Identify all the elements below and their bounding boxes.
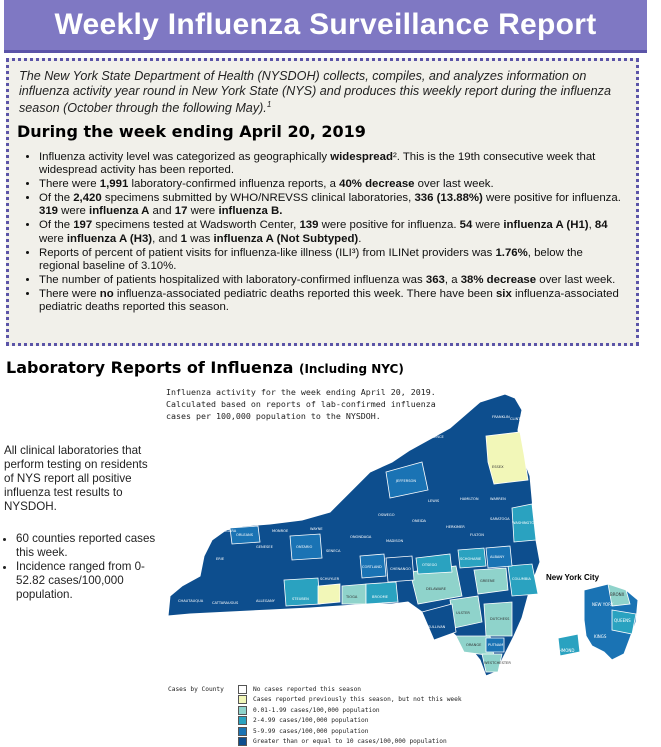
county-label: CHENANGO [390, 567, 411, 571]
legend-item [238, 695, 468, 706]
county-label: QUEENS [614, 618, 631, 623]
legend-item [238, 716, 468, 727]
county-label: ORANGE [466, 643, 482, 647]
bullet-text: There were [39, 288, 100, 300]
bullet-emphasis: 336 (13.88%) [414, 192, 482, 204]
county-label: ONEIDA [412, 519, 427, 523]
legend-label: 0.01-1.99 cases/100,000 population [253, 707, 380, 714]
bullet-text: influenza-associated pediatric deaths reported this season. [39, 288, 619, 313]
county-label: BROOME [372, 595, 389, 599]
bullet-emphasis: 54 [460, 219, 473, 231]
county-label: JEFFERSON [395, 479, 416, 483]
county-label: WASHINGTON [512, 521, 537, 525]
bullet-emphasis: 1.76% [495, 247, 527, 259]
county-map [160, 390, 650, 690]
county-steuben [284, 578, 320, 606]
legend-item [238, 726, 468, 737]
bullet-text: There were [39, 178, 100, 190]
county-label: ONTARIO [296, 545, 312, 549]
bullet-text: were positive for influenza. [318, 219, 459, 231]
county-label: HERKIMER [446, 525, 465, 529]
summary-panel [6, 58, 639, 346]
bullet-text: over last week. [536, 274, 615, 286]
bullet-text: specimens submitted by WHO/NREVSS clinical laboratories, [102, 192, 415, 204]
county-label: ERIE [216, 557, 225, 561]
lab-section-title [6, 358, 404, 377]
county-label: GREENE [480, 579, 496, 583]
county-label: CORTLAND [362, 565, 382, 569]
bullet-emphasis: 40% decrease [339, 178, 414, 190]
legend-label: Greater than or equal to 10 cases/100,000 population [253, 738, 447, 745]
bullet-emphasis: 2,420 [73, 192, 102, 204]
bullet-text: were [472, 219, 503, 231]
bullet-emphasis: widespread [330, 151, 393, 163]
county-essex [486, 432, 528, 484]
bullet-text: Reports of percent of patient visits for influenza-like illness (ILI³) from ILINet providers was [39, 247, 495, 259]
county-label: WAYNE [310, 527, 323, 531]
bullet-emphasis: 139 [299, 219, 318, 231]
lab-section-title-text: Laboratory Reports of Influenza [6, 358, 293, 377]
legend-rows [238, 684, 468, 747]
bullet-emphasis: no [100, 288, 114, 300]
bullet-emphasis: influenza A [89, 205, 149, 217]
summary-bullet [39, 151, 626, 178]
county-label: SARATOGA [490, 517, 510, 521]
bullet-text: The number of patients hospitalized with laboratory-confirmed influenza was [39, 274, 426, 286]
county-label: SCHOHARIE [460, 557, 482, 561]
bullet-text: were [58, 205, 89, 217]
legend-item [238, 705, 468, 716]
county-label: NEW YORK [592, 602, 614, 607]
county-label: SULLIVAN [428, 625, 446, 629]
bullet-text: . [358, 233, 361, 245]
county-label: RICHMOND [552, 648, 574, 653]
bullet-text: Of the [39, 219, 73, 231]
legend-label: Cases reported previously this season, but not this week [253, 696, 462, 703]
report-banner [4, 0, 647, 53]
county-label: WESTCHESTER [484, 661, 511, 665]
legend-swatch [238, 727, 247, 736]
county-label: ONONDAGA [350, 535, 372, 539]
bullet-text: , [589, 219, 595, 231]
summary-bullet [39, 178, 626, 191]
bullet-text: were [187, 205, 218, 217]
bullet-emphasis: influenza B. [218, 205, 282, 217]
county-label: CATTARAUGUS [212, 601, 239, 605]
bullet-text: were positive for influenza. [483, 192, 621, 204]
legend-swatch [238, 685, 247, 694]
bullet-text: , a [445, 274, 461, 286]
county-label: MONROE [272, 529, 289, 533]
legend-item [238, 684, 468, 695]
bullet-emphasis: 1,991 [100, 178, 129, 190]
bullet-emphasis: influenza A (H1) [503, 219, 588, 231]
bullet-emphasis: influenza A (H3) [67, 233, 152, 245]
county-label: TIOGA [345, 595, 358, 599]
bullet-text: , and [152, 233, 181, 245]
county-label: WARREN [490, 497, 506, 501]
summary-bullets [9, 151, 626, 315]
summary-bullet [39, 247, 626, 274]
county-label: SENECA [326, 549, 341, 553]
county-label: KINGS [594, 634, 607, 639]
county-label: ST LAWRENCE [418, 435, 444, 439]
county-label: ORLEANS [236, 533, 254, 537]
county-label: OSWEGO [378, 513, 395, 517]
county-label: ALLEGANY [256, 599, 276, 603]
county-label: HAMILTON [460, 497, 479, 501]
intro-text: The New York State Department of Health (NYSDOH) collects, compiles, and analyzes information on influenza activity year round in New York State (NYS) and produces this weekly report during the influenza season (October through the following May). [19, 69, 611, 115]
bullet-emphasis: 319 [39, 205, 58, 217]
county-label: MADISON [386, 539, 403, 543]
bullet-text: over last week. [415, 178, 494, 190]
map-caption-line: cases per 100,000 population to the NYSDOH. [166, 410, 436, 422]
county-chemung [318, 584, 340, 604]
lab-point: • 60 counties reported cases this week. [16, 532, 156, 560]
county-label: DUTCHESS [490, 617, 510, 621]
summary-bullet [39, 192, 626, 219]
bullet-emphasis: 84 [595, 219, 608, 231]
lab-point: • Incidence ranged from 0-52.82 cases/100,000 population. [16, 560, 156, 602]
map-caption-line: Calculated based on reports of lab-confirmed influenza [166, 398, 436, 410]
bullet-text: Of the [39, 192, 73, 204]
intro-paragraph [19, 69, 626, 116]
bullet-text: , below the regional baseline of 3.10%. [39, 247, 583, 272]
county-label: FRANKLIN [492, 415, 510, 419]
lab-description-block [4, 444, 156, 602]
summary-bullet [39, 288, 626, 315]
legend-label: 2-4.99 cases/100,000 population [253, 717, 368, 724]
lab-section-subtitle: (Including NYC) [299, 362, 404, 376]
county-label: DELAWARE [426, 587, 447, 591]
county-label: CHAUTAUQUA [178, 599, 204, 603]
summary-bullet [39, 219, 626, 246]
county-label: FULTON [470, 533, 484, 537]
legend-label: 5-9.99 cases/100,000 population [253, 728, 368, 735]
bullet-emphasis: six [496, 288, 512, 300]
lab-points [4, 532, 156, 602]
county-label: BRONX [610, 592, 625, 597]
county-label: SCHUYLER [320, 577, 340, 581]
county-label: LEWIS [428, 499, 440, 503]
county-label: CLINTON [510, 417, 526, 421]
bullet-text: and [149, 205, 174, 217]
legend-swatch [238, 716, 247, 725]
legend-item [238, 737, 468, 747]
county-label: ESSEX [492, 465, 504, 469]
county-label: COLUMBIA [512, 577, 531, 581]
legend-title: Cases by County [168, 686, 238, 693]
legend-swatch [238, 695, 247, 704]
bullet-emphasis: 1 [181, 233, 187, 245]
county-label: ALBANY [490, 555, 505, 559]
report-title: Weekly Influenza Surveillance Report [54, 8, 596, 42]
bullet-emphasis: 197 [73, 219, 92, 231]
week-heading: During the week ending April 20, 2019 [17, 122, 636, 141]
bullet-text: ². This is the 19th consecutive week that widespread activity has been reported. [39, 151, 595, 176]
county-label: STEUBEN [292, 597, 309, 601]
county-label: PUTNAM [488, 643, 503, 647]
bullet-emphasis: 17 [175, 205, 188, 217]
county-label: NIAGARA [220, 529, 237, 533]
bullet-text: was [187, 233, 214, 245]
bullet-text: Influenza activity level was categorized as geographically [39, 151, 330, 163]
county-label: GENESEE [256, 545, 274, 549]
nyc-label: New York City [546, 573, 600, 582]
bullet-text: laboratory-confirmed influenza reports, a [128, 178, 339, 190]
map-caption-line: Influenza activity for the week ending April 20, 2019. [166, 386, 436, 398]
intro-footnote: 1 [267, 100, 271, 109]
bullet-emphasis: 363 [426, 274, 445, 286]
bullet-emphasis: 38% decrease [461, 274, 536, 286]
bullet-text: influenza-associated pediatric deaths reported this week. There have been [114, 288, 496, 300]
county-label: OTSEGO [422, 563, 437, 567]
legend-swatch [238, 706, 247, 715]
county-tioga [342, 584, 366, 604]
summary-bullet [39, 274, 626, 287]
county-label: ULSTER [456, 611, 470, 615]
legend-label: No cases reported this season [253, 686, 361, 693]
bullet-text: were [39, 233, 67, 245]
lab-description: All clinical laboratories that perform testing on residents of NYS report all positive influenza test results to NYSDOH. [4, 444, 156, 514]
county-broome [366, 582, 398, 604]
bullet-emphasis: influenza A (Not Subtyped) [214, 233, 359, 245]
bullet-text: specimens tested at Wadsworth Center, [92, 219, 299, 231]
